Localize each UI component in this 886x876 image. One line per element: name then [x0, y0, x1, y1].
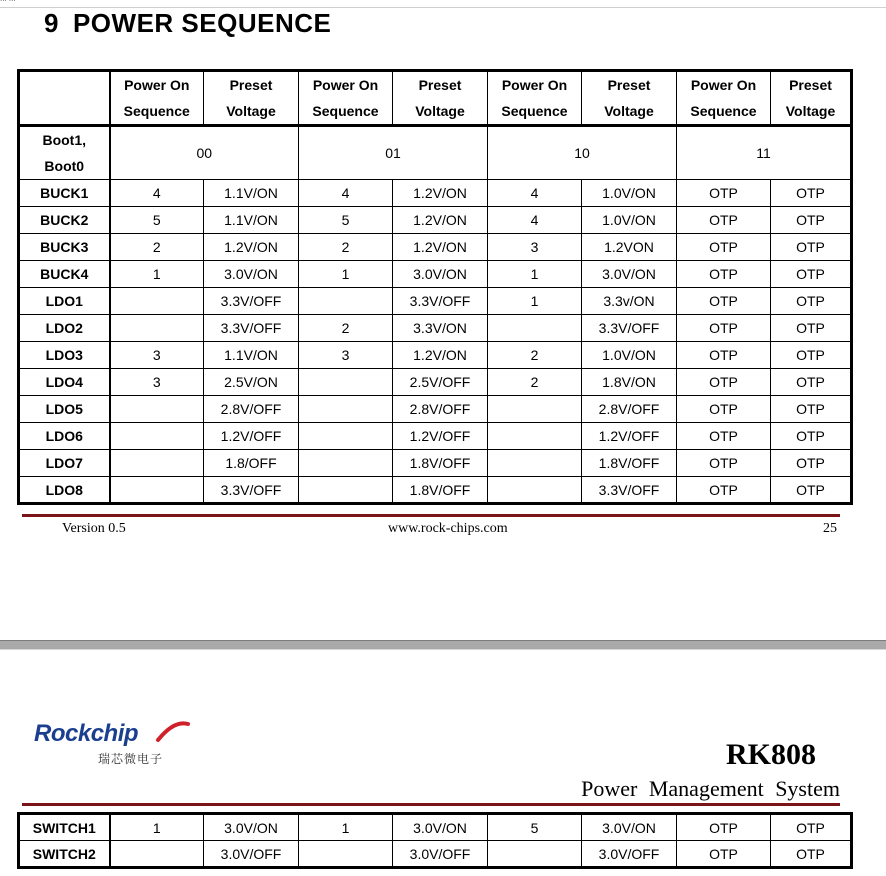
voltage-cell: 1.2V/OFF [582, 423, 677, 450]
sequence-cell: 4 [488, 180, 582, 207]
voltage-cell: 1.1V/ON [204, 342, 299, 369]
voltage-cell: 2.8V/OFF [582, 396, 677, 423]
sequence-cell: OTP [677, 423, 771, 450]
sequence-cell: 4 [488, 207, 582, 234]
voltage-cell: 3.3V/OFF [204, 315, 299, 342]
rail-name: BUCK2 [19, 207, 110, 234]
sequence-cell [110, 450, 204, 477]
voltage-cell: 3.0V/ON [582, 814, 677, 841]
sequence-cell: 1 [488, 288, 582, 315]
header-voltage: Preset Voltage [771, 71, 852, 126]
rail-name: LDO2 [19, 315, 110, 342]
boot-value: 01 [299, 126, 488, 180]
sequence-cell: OTP [677, 288, 771, 315]
sequence-cell [110, 396, 204, 423]
voltage-cell: OTP [771, 396, 852, 423]
sequence-cell: 4 [299, 180, 393, 207]
footer-rule [22, 514, 840, 517]
logo-wordmark: Rockchip [34, 720, 139, 747]
sequence-cell: 3 [110, 369, 204, 396]
sequence-cell [299, 369, 393, 396]
voltage-cell: 1.8V/OFF [582, 450, 677, 477]
sequence-cell: OTP [677, 814, 771, 841]
sequence-cell [488, 841, 582, 868]
table-row [19, 396, 852, 423]
voltage-cell: OTP [771, 477, 852, 504]
voltage-cell: 1.0V/ON [582, 180, 677, 207]
voltage-cell: 2.8V/OFF [204, 396, 299, 423]
voltage-cell: 1.0V/ON [582, 342, 677, 369]
section-number: 9 [44, 8, 59, 38]
voltage-cell: OTP [771, 261, 852, 288]
table-row [19, 315, 852, 342]
sequence-cell [299, 423, 393, 450]
sequence-cell: 5 [488, 814, 582, 841]
table-row [19, 841, 852, 868]
rail-name: LDO3 [19, 342, 110, 369]
sequence-cell [488, 423, 582, 450]
header-sequence: Power On Sequence [488, 71, 582, 126]
voltage-cell: 3.0V/ON [204, 814, 299, 841]
voltage-cell: 3.3V/OFF [204, 477, 299, 504]
voltage-cell: 3.0V/OFF [204, 841, 299, 868]
sequence-cell: OTP [677, 207, 771, 234]
voltage-cell: 1.1V/ON [204, 180, 299, 207]
voltage-cell: 1.2V/OFF [204, 423, 299, 450]
voltage-cell: OTP [771, 288, 852, 315]
sequence-cell: 2 [110, 234, 204, 261]
sequence-cell [110, 315, 204, 342]
voltage-cell: OTP [771, 814, 852, 841]
boot-label: Boot1, Boot0 [19, 126, 110, 180]
sequence-cell: 3 [299, 342, 393, 369]
sequence-cell [488, 450, 582, 477]
footer-page-number: 25 [823, 521, 837, 536]
rail-name: LDO6 [19, 423, 110, 450]
rail-name: BUCK4 [19, 261, 110, 288]
voltage-cell: 3.3V/OFF [582, 477, 677, 504]
table-row [19, 342, 852, 369]
section-title: POWER SEQUENCE [72, 8, 332, 38]
voltage-cell: OTP [771, 841, 852, 868]
voltage-cell: 1.8V/OFF [393, 477, 488, 504]
sequence-cell: OTP [677, 450, 771, 477]
sequence-cell [299, 288, 393, 315]
page-separator [0, 640, 886, 650]
sequence-cell: 3 [488, 234, 582, 261]
sequence-cell: 2 [299, 315, 393, 342]
table-row [19, 450, 852, 477]
sequence-cell: 2 [488, 342, 582, 369]
voltage-cell: 3.0V/ON [393, 261, 488, 288]
sequence-cell: 1 [299, 261, 393, 288]
table-row [19, 207, 852, 234]
voltage-cell: OTP [771, 234, 852, 261]
rail-name: SWITCH2 [19, 841, 110, 868]
voltage-cell: 1.2V/ON [204, 234, 299, 261]
rail-name: LDO8 [19, 477, 110, 504]
sequence-cell: 1 [110, 814, 204, 841]
document-subtitle: Power Management System [581, 776, 840, 801]
voltage-cell: 1.0V/ON [582, 207, 677, 234]
sequence-cell [488, 477, 582, 504]
corner-cell [19, 71, 110, 126]
voltage-cell: 3.3V/OFF [393, 288, 488, 315]
sequence-cell [488, 315, 582, 342]
sequence-cell [299, 841, 393, 868]
sequence-cell [299, 477, 393, 504]
voltage-cell: 3.3V/OFF [204, 288, 299, 315]
voltage-cell: OTP [771, 315, 852, 342]
voltage-cell: OTP [771, 450, 852, 477]
voltage-cell: OTP [771, 207, 852, 234]
document-page-25 [0, 8, 886, 640]
sequence-cell: OTP [677, 234, 771, 261]
voltage-cell: 1.8V/OFF [393, 450, 488, 477]
power-sequence-table [17, 69, 853, 505]
rail-name: LDO1 [19, 288, 110, 315]
voltage-cell: OTP [771, 423, 852, 450]
rockchip-swoosh-icon [152, 718, 192, 748]
header-sequence: Power On Sequence [677, 71, 771, 126]
voltage-cell: 3.0V/ON [582, 261, 677, 288]
sequence-cell: OTP [677, 180, 771, 207]
voltage-cell: 3.0V/ON [204, 261, 299, 288]
sequence-cell [299, 396, 393, 423]
table-body [19, 814, 852, 868]
voltage-cell: OTP [771, 369, 852, 396]
sequence-cell [110, 288, 204, 315]
tab-fragment [0, 0, 16, 3]
voltage-cell: 2.5V/OFF [393, 369, 488, 396]
sequence-cell: 5 [299, 207, 393, 234]
voltage-cell: 2.8V/OFF [393, 396, 488, 423]
footer-url: www.rock-chips.com [388, 521, 508, 536]
sequence-cell: 1 [299, 814, 393, 841]
rail-name: SWITCH1 [19, 814, 110, 841]
table-row [19, 234, 852, 261]
voltage-cell: 1.2V/ON [393, 342, 488, 369]
section-heading [44, 8, 331, 39]
voltage-cell: 2.5V/ON [204, 369, 299, 396]
table-row [19, 423, 852, 450]
boot-value: 11 [677, 126, 852, 180]
footer-version: Version 0.5 [62, 521, 126, 536]
sequence-cell: OTP [677, 477, 771, 504]
sequence-cell [488, 396, 582, 423]
sequence-cell [299, 450, 393, 477]
sequence-cell: OTP [677, 342, 771, 369]
voltage-cell: OTP [771, 180, 852, 207]
sequence-cell: 4 [110, 180, 204, 207]
sequence-cell [110, 841, 204, 868]
sequence-cell: 1 [110, 261, 204, 288]
sequence-cell: OTP [677, 841, 771, 868]
voltage-cell: 1.2V/OFF [393, 423, 488, 450]
table-row [19, 180, 852, 207]
rockchip-logo [34, 720, 194, 776]
sequence-cell: 1 [488, 261, 582, 288]
voltage-cell: 1.8V/ON [582, 369, 677, 396]
rail-name: BUCK3 [19, 234, 110, 261]
header-sequence: Power On Sequence [110, 71, 204, 126]
boot-value: 10 [488, 126, 677, 180]
sequence-cell: 3 [110, 342, 204, 369]
voltage-cell: 3.3V/OFF [582, 315, 677, 342]
voltage-cell: 3.3v/ON [582, 288, 677, 315]
table-row [19, 477, 852, 504]
table-row [19, 369, 852, 396]
sequence-cell: OTP [677, 369, 771, 396]
header-voltage: Preset Voltage [582, 71, 677, 126]
voltage-cell: 1.2VON [582, 234, 677, 261]
voltage-cell: 1.8/OFF [204, 450, 299, 477]
viewer-tab-strip [0, 0, 886, 8]
boot-mode-row [19, 126, 852, 180]
table-header-row [19, 71, 852, 126]
document-page-26 [0, 650, 886, 876]
sequence-cell: OTP [677, 396, 771, 423]
voltage-cell: 3.0V/OFF [582, 841, 677, 868]
header-rule [22, 803, 840, 806]
rail-name: BUCK1 [19, 180, 110, 207]
logo-chinese-name: 瑞芯微电子 [98, 752, 164, 766]
table-row [19, 288, 852, 315]
boot-value: 00 [110, 126, 299, 180]
sequence-cell: 2 [488, 369, 582, 396]
voltage-cell: 3.0V/OFF [393, 841, 488, 868]
sequence-cell: OTP [677, 261, 771, 288]
rail-name: LDO4 [19, 369, 110, 396]
header-voltage: Preset Voltage [393, 71, 488, 126]
table-row [19, 814, 852, 841]
voltage-cell: 3.0V/ON [393, 814, 488, 841]
table-body [19, 180, 852, 504]
voltage-cell: 3.3V/ON [393, 315, 488, 342]
header-sequence: Power On Sequence [299, 71, 393, 126]
voltage-cell: OTP [771, 342, 852, 369]
sequence-cell [110, 423, 204, 450]
rail-name: LDO7 [19, 450, 110, 477]
power-sequence-table-continued [17, 812, 853, 869]
table-row [19, 261, 852, 288]
sequence-cell [110, 477, 204, 504]
voltage-cell: 1.2V/ON [393, 234, 488, 261]
voltage-cell: 1.1V/ON [204, 207, 299, 234]
header-voltage: Preset Voltage [204, 71, 299, 126]
document-id: RK808 [726, 738, 816, 771]
sequence-cell: 2 [299, 234, 393, 261]
voltage-cell: 1.2V/ON [393, 207, 488, 234]
sequence-cell: 5 [110, 207, 204, 234]
rail-name: LDO5 [19, 396, 110, 423]
sequence-cell: OTP [677, 315, 771, 342]
voltage-cell: 1.2V/ON [393, 180, 488, 207]
